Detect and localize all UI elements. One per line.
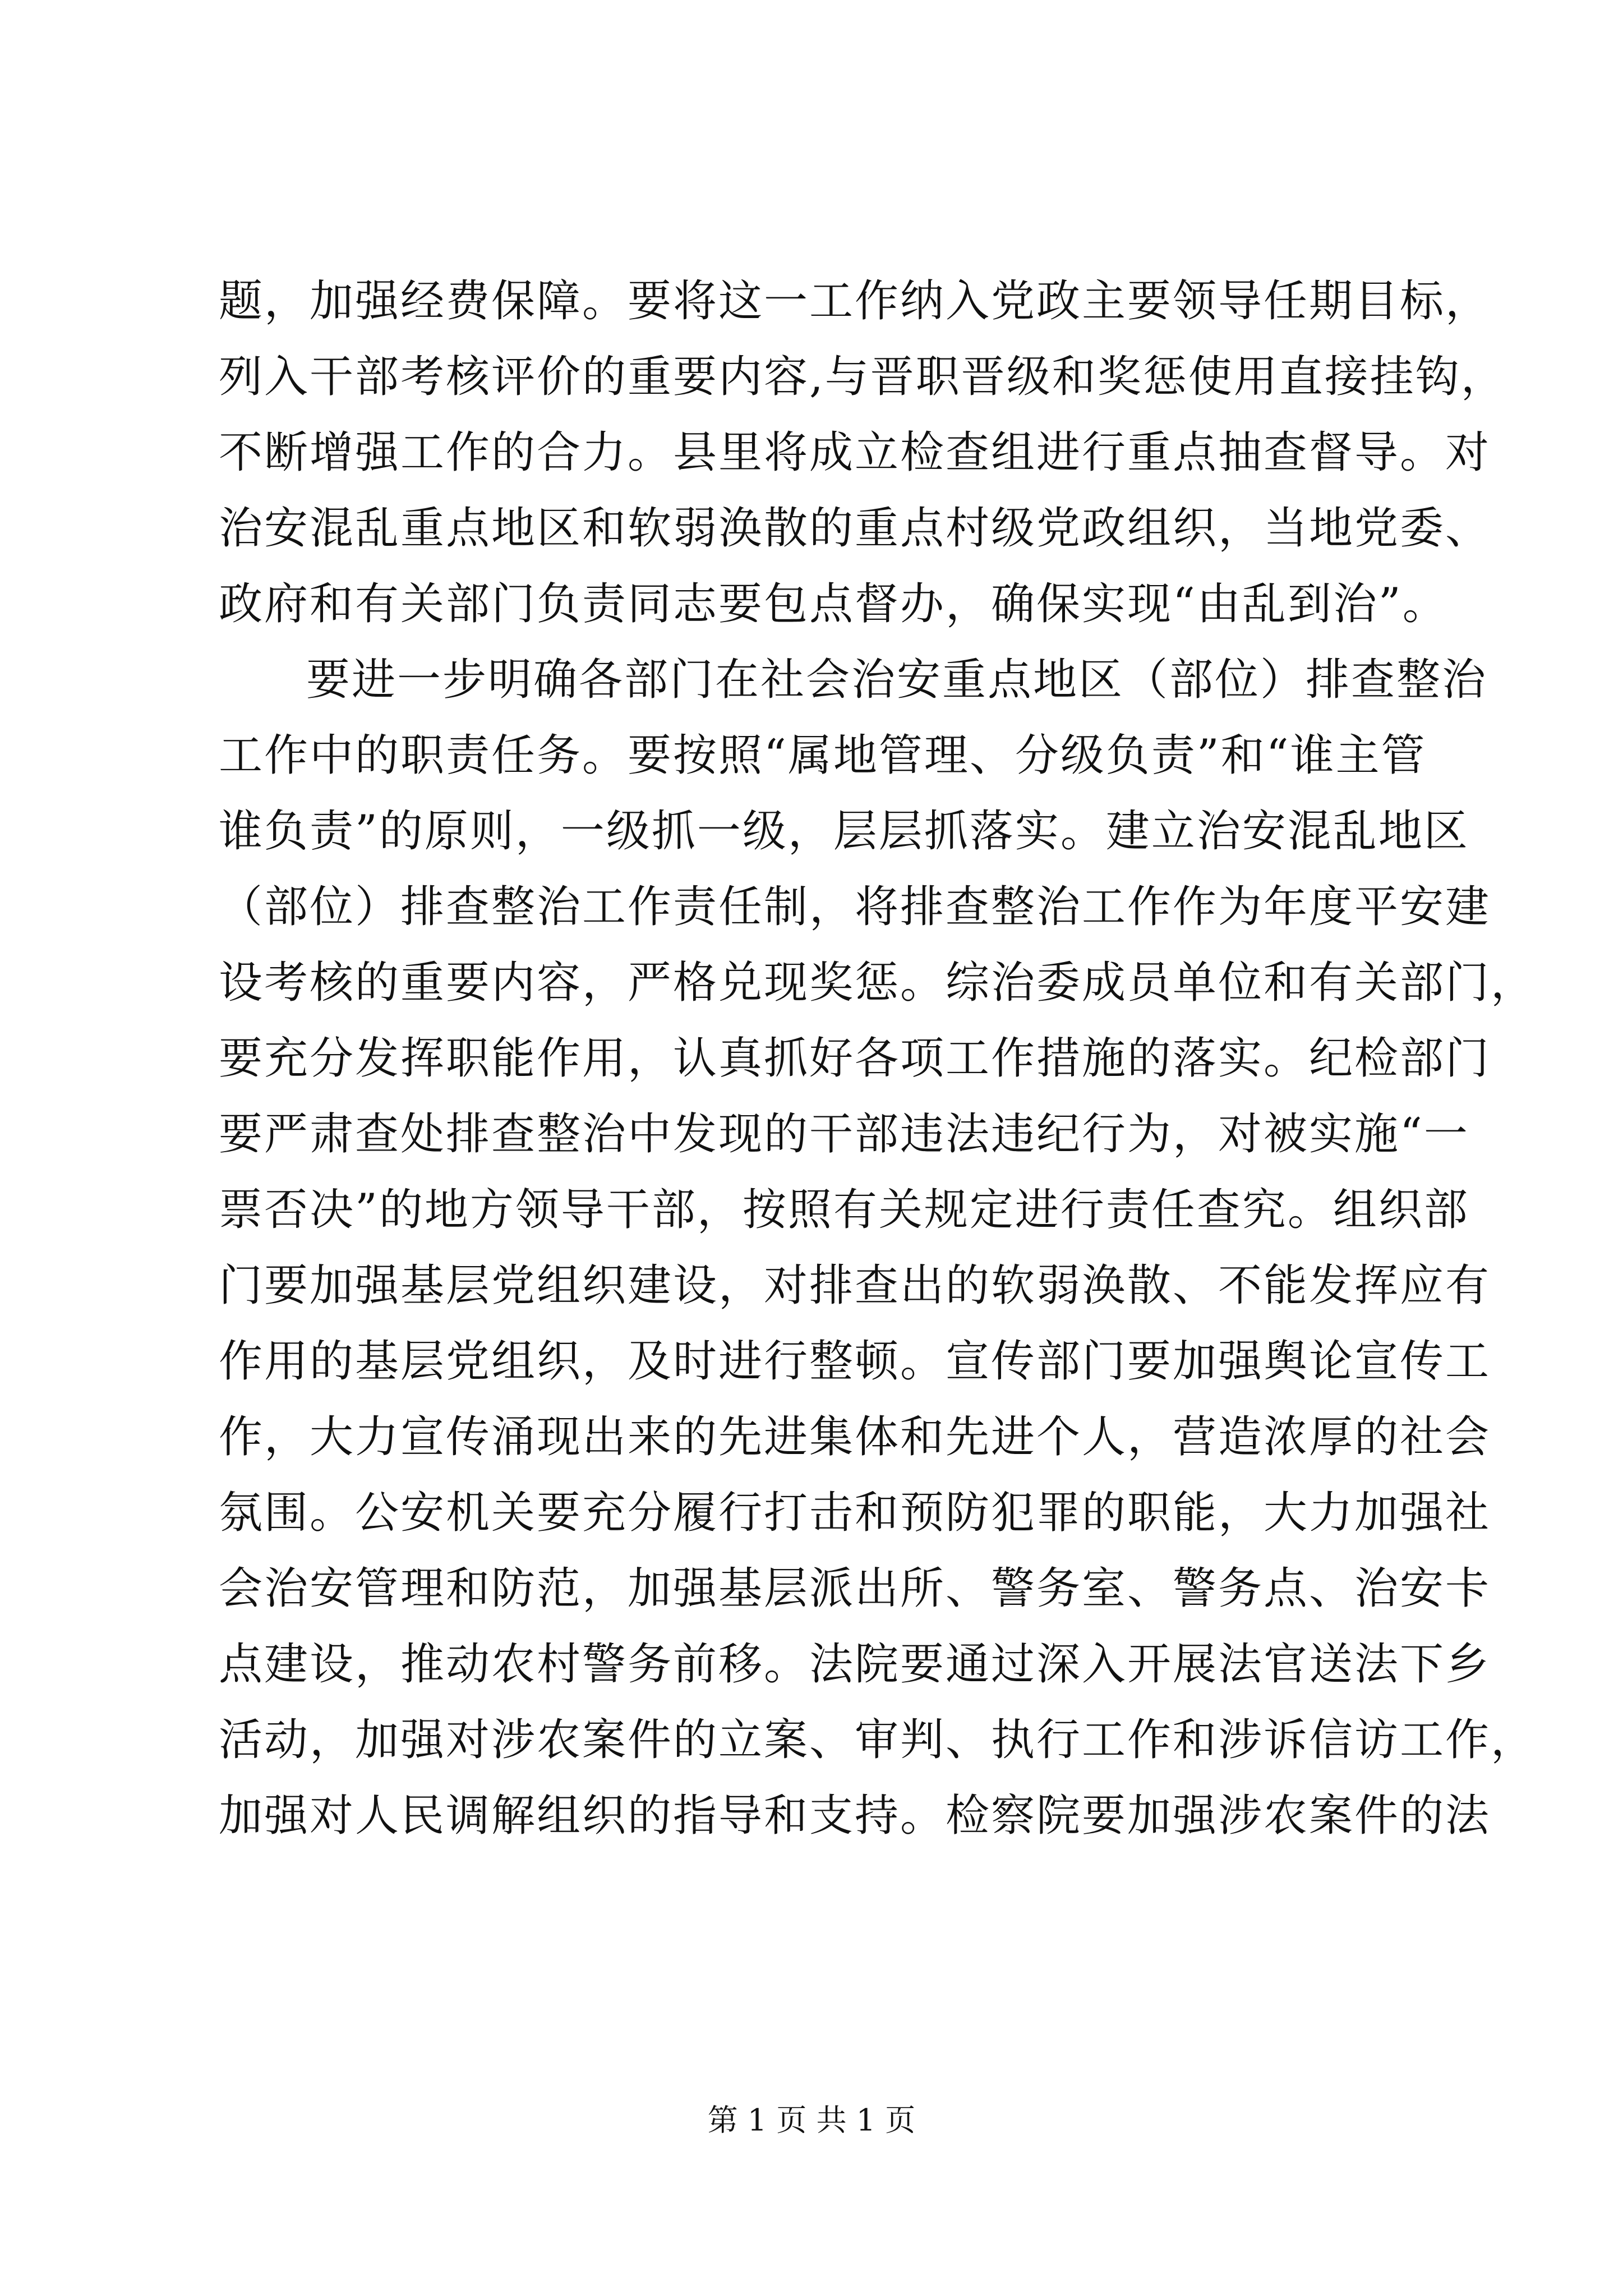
text-line: 不断增强工作的合力。县里将成立检查组进行重点抽查督导。对 <box>219 427 1491 478</box>
text-line: 会治安管理和防范，加强基层派出所、警务室、警务点、治安卡 <box>219 1563 1491 1614</box>
text-line: 氛围。公安机关要充分履行打击和预防犯罪的职能，大力加强社 <box>219 1488 1491 1538</box>
text-line: 治安混乱重点地区和软弱涣散的重点村级党政组织，当地党委、 <box>219 503 1491 554</box>
document-body <box>219 264 1537 1854</box>
text-line: 票否决”的地方领导干部，按照有关规定进行责任查究。组织部 <box>219 1185 1469 1235</box>
text-line: 政府和有关部门负责同志要包点督办，确保实现“由乱到治”。 <box>219 579 1448 629</box>
paragraph-first-line: 要进一步明确各部门在社会治安重点地区（部位）排查整治 <box>306 655 1488 705</box>
text-line: 门要加强基层党组织建设，对排查出的软弱涣散、不能发挥应有 <box>219 1260 1491 1311</box>
text-line: 设考核的重要内容，严格兑现奖惩。综治委成员单位和有关部门， <box>219 958 1537 1008</box>
text-line: 列入干部考核评价的重要内容,与晋职晋级和奖惩使用直接挂钩， <box>219 352 1506 402</box>
text-line: 要充分发挥职能作用，认真抓好各项工作措施的落实。纪检部门 <box>219 1033 1491 1084</box>
page-number-label: 第 1 页 共 1 页 <box>707 2102 916 2138</box>
text-line: 活动，加强对涉农案件的立案、审判、执行工作和涉诉信访工作， <box>219 1715 1537 1765</box>
text-line: 谁负责”的原则，一级抓一级，层层抓落实。建立治安混乱地区 <box>219 806 1469 857</box>
text-line: 要严肃查处排查整治中发现的干部违法违纪行为，对被实施“一 <box>219 1109 1469 1159</box>
text-line: 加强对人民调解组织的指导和支持。检察院要加强涉农案件的法 <box>219 1791 1491 1841</box>
text-line: 工作中的职责任务。要按照“属地管理、分级负责”和“谁主管 <box>219 730 1427 781</box>
page-footer <box>0 2098 1623 2143</box>
text-line: 点建设，推动农村警务前移。法院要通过深入开展法官送法下乡 <box>219 1639 1491 1690</box>
text-line: 作，大力宣传涌现出来的先进集体和先进个人，营造浓厚的社会 <box>219 1412 1491 1462</box>
text-line: 题，加强经费保障。要将这一工作纳入党政主要领导任期目标， <box>219 276 1491 326</box>
text-line: 作用的基层党组织，及时进行整顿。宣传部门要加强舆论宣传工 <box>219 1336 1491 1387</box>
text-line: （部位）排查整治工作责任制，将排查整治工作作为年度平安建 <box>219 882 1491 932</box>
